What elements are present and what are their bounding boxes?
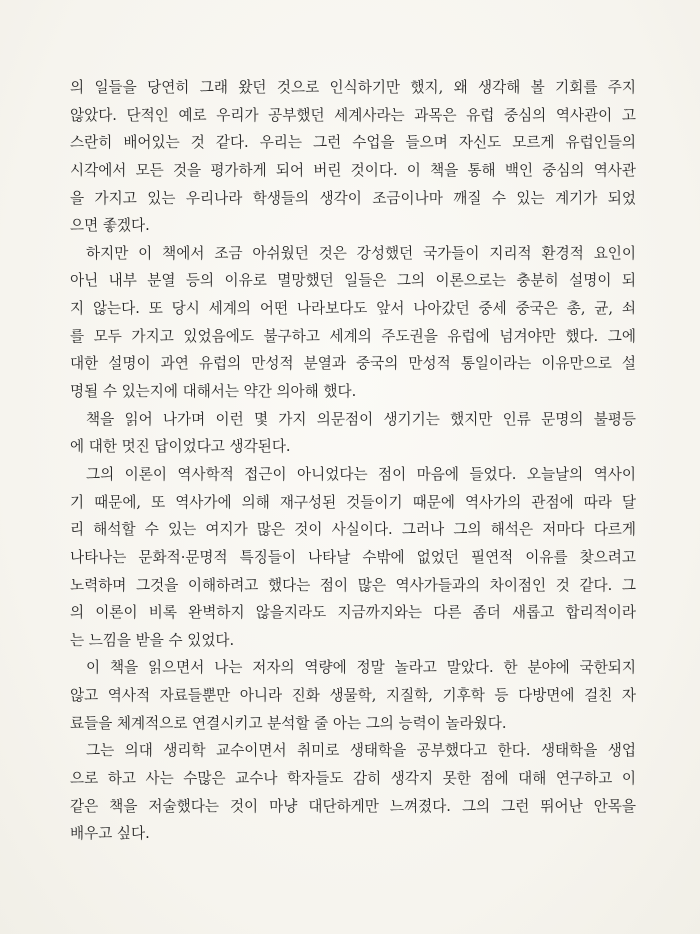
text-line: 그는 의대 생리학 교수이면서 취미로 생태학을 공부했다고 한다. 생태학을 생업 xyxy=(86,742,636,760)
body-text xyxy=(70,74,636,848)
text-line: 료들을 체계적으로 연결시키고 분석할 줄 아는 그의 능력이 놀라웠다. xyxy=(70,714,507,732)
text-line: 으면 좋겠다. xyxy=(70,217,150,235)
text-line: 지 않는다. 또 당시 세계의 어떤 나라보다도 앞서 나아갔던 중세 중국은 총, 균, 쇠 xyxy=(70,300,636,318)
text-line: 스란히 배어있는 것 같다. 우리는 그런 수업을 들으며 자신도 모르게 유럽인들의 xyxy=(70,134,636,152)
text-line: 시각에서 모든 것을 평가하게 되어 버린 것이다. 이 책을 통해 백인 중심의 역사관 xyxy=(70,161,636,179)
text-line: 를 모두 가지고 있었음에도 불구하고 세계의 주도권을 유럽에 넘겨야만 했다. 그에 xyxy=(70,327,636,345)
text-line: 책을 읽어 나가며 이런 몇 가지 의문점이 생기기는 했지만 인류 문명의 불평등 xyxy=(86,410,636,428)
text-line: 기 때문에, 또 역사가에 의해 재구성된 것들이기 때문에 역사가의 관점에 따라 달 xyxy=(70,493,636,511)
text-line: 배우고 싶다. xyxy=(70,825,150,843)
text-line: 이 책을 읽으면서 나는 저자의 역량에 정말 놀라고 말았다. 한 분야에 국한되지 xyxy=(86,659,636,677)
text-line: 에 대한 멋진 답이었다고 생각된다. xyxy=(70,438,291,456)
text-line: 않고 역사적 자료들뿐만 아니라 진화 생물학, 지질학, 기후학 등 다방면에 걸친 자 xyxy=(70,687,636,705)
text-line: 을 가지고 있는 우리나라 학생들의 생각이 조금이나마 깨질 수 있는 계기가 되었 xyxy=(70,189,636,207)
text-line: 나타나는 문화적·문명적 특징들이 나타날 수밖에 없었던 필연적 이유를 찾으려고 xyxy=(70,548,636,566)
text-line: 는 느낌을 받을 수 있었다. xyxy=(70,631,235,649)
text-line: 그의 이론이 역사학적 접근이 아니었다는 점이 마음에 들었다. 오늘날의 역사이 xyxy=(86,465,636,483)
text-line: 아닌 내부 분열 등의 이유로 멸망했던 일들은 그의 이론으로는 충분히 설명이 되 xyxy=(70,272,636,290)
text-line: 않았다. 단적인 예로 우리가 공부했던 세계사라는 과목은 유럽 중심의 역사관이 고 xyxy=(70,106,636,124)
text-line: 명될 수 있는지에 대해서는 약간 의아해 했다. xyxy=(70,383,357,401)
text-line: 대한 설명이 과연 유럽의 만성적 분열과 중국의 만성적 통일이라는 이유만으로 설 xyxy=(70,355,636,373)
text-line: 의 이론이 비록 완벽하지 않을지라도 지금까지와는 다른 좀더 새롭고 합리적이라 xyxy=(70,604,636,622)
text-line: 노력하며 그것을 이해하려고 했다는 점이 많은 역사가들과의 차이점인 것 같다. 그 xyxy=(70,576,636,594)
text-line: 으로 하고 사는 수많은 교수나 학자들도 감히 생각지 못한 점에 대해 연구하고 이 xyxy=(70,770,636,788)
text-line: 하지만 이 책에서 조금 아쉬웠던 것은 강성했던 국가들이 지리적 환경적 요인이 xyxy=(86,244,636,262)
text-line: 같은 책을 저술했다는 것이 마냥 대단하게만 느껴졌다. 그의 그런 뛰어난 안목을 xyxy=(70,797,636,815)
text-line: 의 일들을 당연히 그래 왔던 것으로 인식하기만 했지, 왜 생각해 볼 기회를 주지 xyxy=(70,79,636,96)
text-line: 리 해석할 수 있는 여지가 많은 것이 사실이다. 그러나 그의 해석은 저마다 다르게 xyxy=(70,521,636,539)
